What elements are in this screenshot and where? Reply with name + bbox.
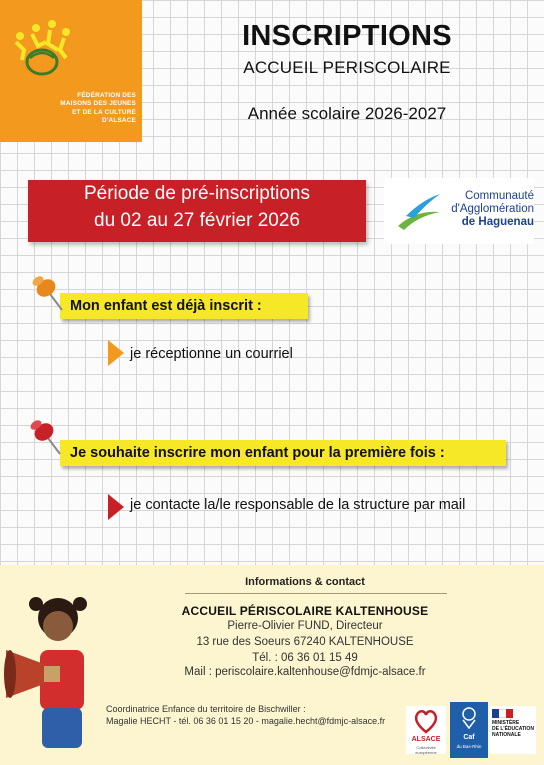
partner-line: Communauté bbox=[464, 190, 534, 202]
preregistration-dates: du 02 au 27 février 2026 bbox=[94, 210, 300, 231]
contact-mail: Mail : periscolaire.kaltenhouse@fdmjc-alsace.fr bbox=[184, 666, 426, 678]
partner-name bbox=[430, 190, 534, 229]
section-heading-already-registered: Mon enfant est déjà inscrit : bbox=[60, 293, 308, 319]
caf-emblem-icon bbox=[459, 706, 479, 730]
ministry-logo-text bbox=[492, 720, 536, 738]
section-heading-first-registration: Je souhaite inscrire mon enfant pour la première fois : bbox=[60, 440, 506, 466]
federation-logo-icon bbox=[12, 14, 74, 84]
federation-line: ET DE LA CULTURE bbox=[72, 108, 136, 116]
red-pushpin-icon bbox=[22, 414, 68, 460]
section-action-first-registration: je contacte la/le responsable de la structure par mail bbox=[130, 497, 466, 513]
contact-organization: ACCUEIL PÉRISCOLAIRE KALTENHOUSE bbox=[181, 604, 429, 618]
contact-heading: Informations & contact bbox=[245, 576, 365, 588]
alsace-logo-text: ALSACE bbox=[411, 736, 441, 743]
preregistration-title: Période de pré-inscriptions bbox=[83, 183, 310, 204]
contact-director: Pierre-Olivier FUND, Directeur bbox=[227, 620, 383, 632]
contact-divider bbox=[185, 593, 447, 594]
coordinator-details: Magalie HECHT - tél. 06 36 01 15 20 - magalie.hecht@fdmjc-alsace.fr bbox=[106, 716, 386, 726]
orange-pushpin-icon bbox=[24, 270, 70, 316]
page-subtitle: ACCUEIL PERISCOLAIRE bbox=[243, 58, 451, 77]
caf-logo bbox=[450, 702, 488, 758]
page-title: INSCRIPTIONS bbox=[242, 20, 452, 52]
contact-phone: Tél. : 06 36 01 15 49 bbox=[252, 652, 358, 664]
federation-line: FÉDÉRATION DES bbox=[77, 92, 136, 99]
ministry-line: MINISTÈRE bbox=[492, 720, 520, 726]
child-megaphone-illustration bbox=[4, 580, 114, 762]
section-action-already-registered: je réceptionne un courriel bbox=[130, 346, 293, 362]
federation-line: MAISONS DES JEUNES bbox=[60, 100, 136, 108]
flag-blue bbox=[492, 709, 499, 718]
partner-line: d'Agglomération bbox=[451, 203, 534, 215]
flag-red bbox=[506, 709, 513, 718]
alsace-logo-subtext: Collectivité européenne bbox=[415, 745, 437, 755]
federation-line: D'ALSACE bbox=[101, 117, 136, 125]
federation-name bbox=[40, 92, 136, 126]
school-year: Année scolaire 2026-2027 bbox=[247, 104, 447, 123]
alsace-heart-icon bbox=[414, 708, 438, 734]
ministry-line: NATIONALE bbox=[492, 732, 521, 738]
ministry-line: DE L'ÉDUCATION bbox=[492, 726, 534, 732]
alsace-logo bbox=[406, 706, 446, 754]
caf-logo-text: Caf bbox=[463, 734, 475, 741]
flag-white bbox=[499, 709, 506, 718]
caf-logo-subtext: du Bas-Rhin bbox=[456, 744, 482, 749]
ministry-logo bbox=[490, 706, 536, 754]
coordinator-title: Coordinatrice Enfance du territoire de Bischwiller : bbox=[106, 704, 306, 714]
contact-address: 13 rue des Soeurs 67240 KALTENHOUSE bbox=[196, 636, 414, 648]
partner-line: de Haguenau bbox=[461, 216, 534, 228]
